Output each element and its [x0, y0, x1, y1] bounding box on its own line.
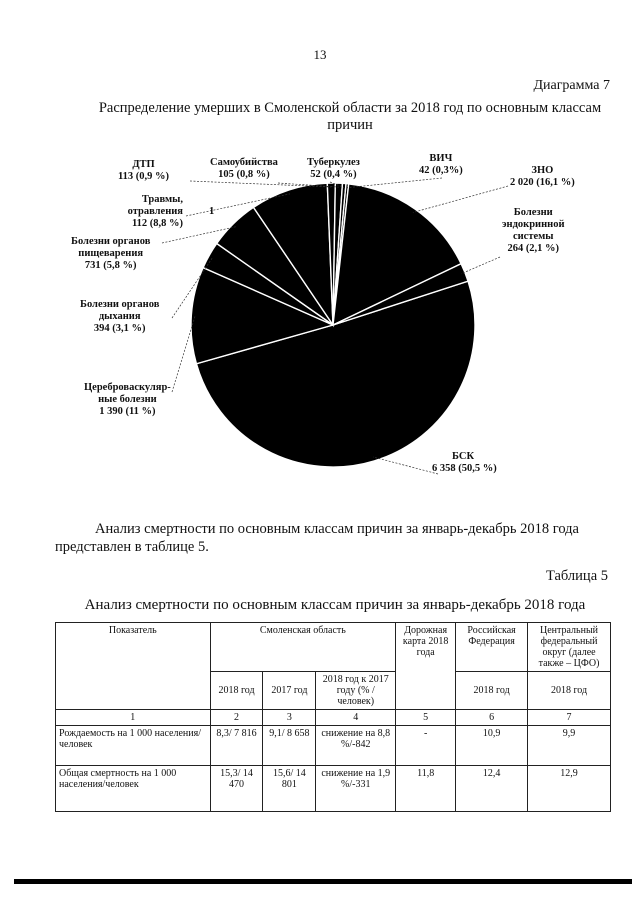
label-cerebrovascular: Цереброваскуляр- ные болезни 1 390 (11 %) [84, 382, 171, 417]
leader-line-10 [461, 257, 500, 274]
col-number: 2 [210, 710, 263, 726]
col-number: 3 [263, 710, 316, 726]
table-title: Анализ смертности по основным классам причин за январь-декабрь 2018 года [84, 597, 586, 613]
leader-line-0 [373, 457, 438, 474]
diagram-label: Диаграмма 7 [533, 78, 610, 93]
paragraph-line-1: Анализ смертности по основным классам причин за январь-декабрь 2018 года [95, 521, 579, 537]
leader-line-5 [190, 181, 331, 187]
label-tuberculosis: Туберкулез 52 (0,4 %) [307, 157, 360, 180]
cell-value: 12,4 [456, 766, 528, 812]
chart-title: Распределение умерших в Смоленской области за 2018 год по основным классам причин [98, 100, 602, 133]
header-2017: 2017 год [263, 672, 316, 710]
label-suicides: Самоубийства 105 (0,8 %) [210, 157, 278, 180]
cell-value: 15,6/ 14 801 [263, 766, 316, 812]
header-cfo: Центральный федеральный округ (далее также – ЦФО) [528, 623, 611, 672]
header-cfo-2018: 2018 год [528, 672, 611, 710]
header-2018: 2018 год [210, 672, 263, 710]
cell-value: - [396, 726, 456, 766]
cell-value: 11,8 [396, 766, 456, 812]
cell-value: 12,9 [528, 766, 611, 812]
header-2018-vs-2017: 2018 год к 2017 году (% /человек) [316, 672, 396, 710]
header-russia: Российская Федерация [456, 623, 528, 672]
cell-value: 8,3/ 7 816 [210, 726, 263, 766]
cell-value: снижение на 1,9 %/-331 [316, 766, 396, 812]
paragraph-line-2: представлен в таблице 5. [55, 539, 209, 555]
leader-line-1 [172, 315, 195, 392]
header-smolensk: Смоленская область [210, 623, 396, 672]
cell-value: 9,1/ 8 658 [263, 726, 316, 766]
cell-indicator: Рождаемость на 1 000 населения/человек [56, 726, 211, 766]
page-number: 13 [313, 47, 327, 62]
label-one: 1 [209, 206, 215, 217]
header-roadmap: Дорожная карта 2018 года [396, 623, 456, 710]
label-road-accidents: ДТП 113 (0,9 %) [118, 159, 170, 182]
cell-value: 9,9 [528, 726, 611, 766]
table-row [56, 766, 611, 812]
label-injuries: Травмы, отравления 112 (8,8 %) [127, 194, 183, 229]
col-number: 6 [456, 710, 528, 726]
bottom-rule [14, 879, 632, 884]
label-hiv: ВИЧ 42 (0,3%) [419, 153, 463, 176]
mortality-table [55, 622, 611, 812]
header-indicator: Показатель [56, 623, 211, 710]
col-number: 5 [396, 710, 456, 726]
table-row [56, 726, 611, 766]
cell-value: 10,9 [456, 726, 528, 766]
label-endocrine: Болезни эндокринной системы 264 (2,1 %) [502, 207, 565, 254]
label-digestive: Болезни органов пищеварения 731 (5,8 %) [71, 236, 151, 271]
table-label: Таблица 5 [545, 568, 608, 584]
label-respiratory: Болезни органов дыхания 394 (3,1 %) [80, 299, 160, 334]
col-number: 1 [56, 710, 211, 726]
label-bsk: БСК 6 358 (50,5 %) [432, 451, 497, 474]
col-number: 4 [316, 710, 396, 726]
label-cancer: ЗНО 2 020 (16,1 %) [510, 165, 575, 188]
leader-line-9 [413, 186, 508, 213]
leader-line-8 [347, 178, 442, 188]
col-number: 7 [528, 710, 611, 726]
cell-value: 15,3/ 14 470 [210, 766, 263, 812]
cell-value: снижение на 8,8 %/-842 [316, 726, 396, 766]
header-rf-2018: 2018 год [456, 672, 528, 710]
cell-indicator: Общая смертность на 1 000 населения/человек [56, 766, 211, 812]
